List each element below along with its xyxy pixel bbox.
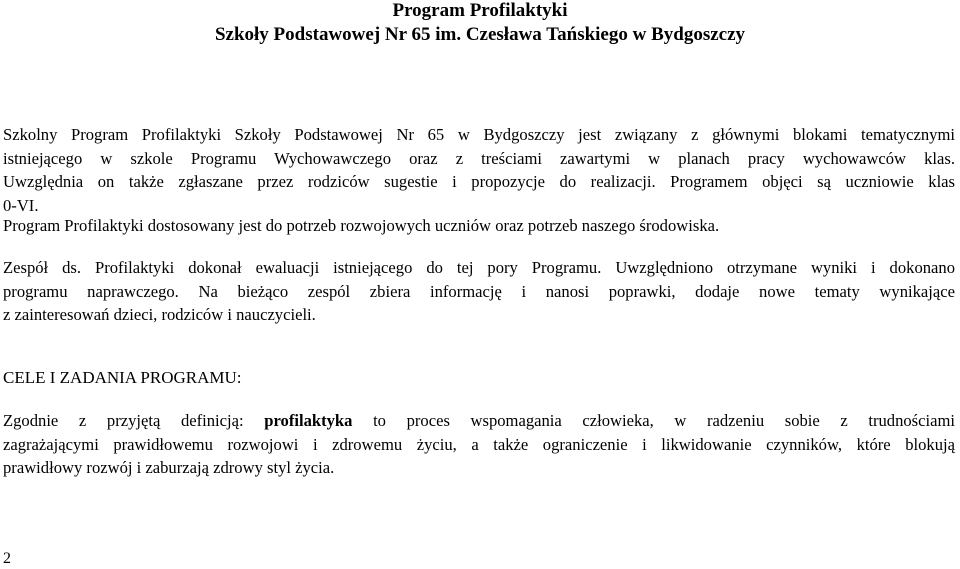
evaluation-line-2: programu naprawczego. Na bieżąco zespól zbiera informację i nanosi poprawki, dodaje nowe tematy wynikające [3,281,955,301]
intro-line-1: Szkolny Program Profilaktyki Szkoły Podstawowej Nr 65 w Bydgoszczy jest związany z głównymi blokami tematycznymi [3,125,955,144]
title-line-2: Szkoły Podstawowej Nr 65 im. Czesława Tańskiego w Bydgoszczy [214,24,746,45]
definition-line-1 [3,409,955,433]
definition-prefix: Zgodnie z przyjętą definicją: [3,411,265,430]
intro-line-4: 0-VI. [3,195,39,215]
evaluation-line-1: Zespół ds. Profilaktyki dokonał ewaluacji istniejącego do tej pory Programu. Uwzględniono otrzymane wyniki i dokonano [3,258,955,277]
definition-line-2: zagrażającymi prawidłowemu rozwojowi i zdrowemu życiu, a także ograniczenie i likwidowanie czynników, które blokują [3,434,955,454]
section-heading: CELE I ZADANIA PROGRAMU: [3,368,242,387]
definition-paragraph [3,409,955,480]
adaptation-line: Program Profilaktyki dostosowany jest do potrzeb rozwojowych uczniów oraz potrzeb naszego środowiska. [3,216,720,235]
document-title [0,0,960,47]
definition-line-3: prawidłowy rozwój i zaburzają zdrowy styl życia. [3,458,335,477]
evaluation-paragraph [3,256,955,327]
evaluation-line-3: z zainteresowań dzieci, rodziców i nauczycieli. [3,305,316,324]
page-number: 2 [3,550,11,567]
definition-term: profilaktyka [264,411,353,430]
title-line-1: Program Profilaktyki [392,0,568,21]
intro-paragraph [3,123,955,217]
definition-suffix: to proces wspomagania człowieka, w radzeniu sobie z trudnościami [352,411,955,430]
intro-line-3: Uwzględnia on także zgłaszane przez rodziców sugestie i propozycje do realizacji. Programem objęci są uczniowie klas [3,172,955,191]
intro-line-2: istniejącego w szkole Programu Wychowawczego oraz z treściami zawartymi w planach pracy wychowawców klas. [3,148,955,168]
adaptation-paragraph [3,214,955,238]
